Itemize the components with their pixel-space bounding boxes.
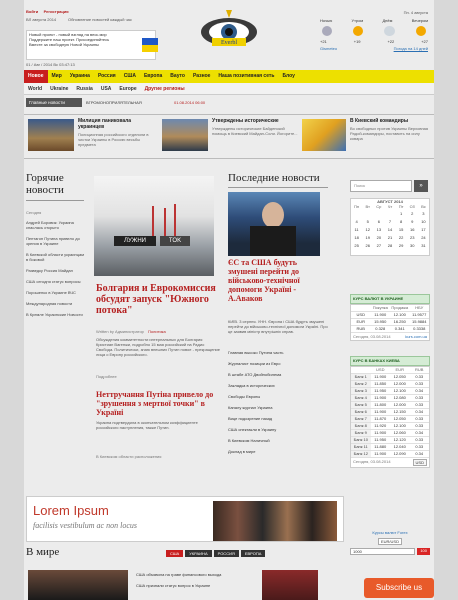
lead-author: Written by Администратор [96,329,144,334]
story-title[interactable]: Утверждены исторические [212,118,279,124]
forex-convert-button[interactable]: 100 [417,548,430,555]
forex-amount-input[interactable]: 1000 [350,548,415,555]
calendar-day[interactable]: 23 [410,234,415,240]
subnav-item[interactable]: Ukraine [50,86,69,92]
eye-logo-icon [200,8,258,50]
weather-temp: +22 [387,39,395,44]
rates-table [350,304,430,341]
latest-item-text: Журналист позиции из Евро [228,361,281,366]
calendar-day[interactable]: 31 [421,242,426,248]
latest-item[interactable] [228,405,328,410]
bank-logo: Банк 9 [351,430,371,436]
latest-item[interactable] [228,427,328,432]
calendar [350,198,430,256]
lead-meta [96,329,220,334]
latest-lead-text: КИЇВ. 3 серпня. УНН. Європа і США будуть змушені перейти до військово-технічної допомоги Україні. Про це заявив міністр внутрішніх справ. [228,319,328,334]
bank-logo: Банк 3 [351,388,371,394]
breaking-text[interactable]: ВГРОМОНОПРИЛЯТЕЛЬНАЯ [86,100,142,105]
world-item[interactable]: США объявила на граве финансового выхода [136,572,222,577]
rates-date: Сегодня, 03.08.2014 [353,334,391,339]
nav-item-russia[interactable]: Россия [97,73,116,79]
hot-news-item[interactable]: В Киевской области украинцам в боковой [26,252,84,262]
nav-item-auto[interactable]: Вауто [170,73,185,79]
rates-col: Покупка [372,305,388,310]
latest-item[interactable] [228,416,328,421]
rates-col: НБУ [415,305,424,310]
bank-row [351,430,429,437]
forex-widget [350,530,430,555]
hot-news-item[interactable]: Порошенко в Украине ВЧС [26,290,76,295]
currency-select[interactable]: USD [413,459,427,466]
subnav-item[interactable]: USA [100,86,112,92]
calendar-day[interactable]: 15 [398,226,404,232]
bank-logo: Банк 5 [351,402,371,408]
calendar-day[interactable]: 26 [365,242,370,248]
bank-rate-cell: 0.33 [415,416,424,421]
bank-rates-table [350,366,430,468]
bank-row [351,416,429,423]
update-label: Обновление новостей каждый час [68,17,132,22]
bank-rate-cell: 11.880 [374,444,387,449]
world-item[interactable]: США признали статус вопрос в Украине [136,583,211,588]
calendar-day[interactable]: 24 [421,234,426,240]
bank-rate-cell: 11.950 [374,437,387,442]
rate-cell: 0.3338 [413,326,426,331]
sun-icon [353,26,363,36]
bank-rate-cell: 12.050 [393,416,406,421]
top-story [350,118,432,141]
bank-row [351,409,429,416]
rate-cell: 12.100 [393,312,406,317]
latest-item[interactable] [228,383,328,388]
bank-logo: Банк 7 [351,416,371,422]
calendar-day-header: Пн [354,204,360,209]
calendar-day[interactable]: 21 [387,234,393,240]
world-image[interactable] [28,570,128,600]
tab-russia[interactable]: РОССИЯ [214,550,239,557]
calendar-day[interactable]: 14 [387,226,393,232]
hot-news-item[interactable]: Разведку Россия Майдан [26,268,73,273]
bank-rate-cell: 0.33 [415,444,424,449]
page [24,0,434,600]
calendar-day[interactable]: 2 [411,210,414,216]
bank-rate-cell: 12.050 [393,374,406,379]
latest-list [228,350,328,460]
bank-rate-cell: 12.000 [393,381,406,386]
calendar-day[interactable]: 19 [365,234,370,240]
latest-item[interactable] [228,372,328,377]
bank-logo: Банк 2 [351,381,371,387]
subnav-item[interactable]: World [28,86,43,92]
sun-icon [416,26,426,36]
world-list [136,572,236,588]
bank-rate-cell: 12.120 [393,437,406,442]
calendar-day [384,209,395,217]
bank-head-row [351,367,429,374]
lead-title[interactable]: Болгария и Еврокомиссия обсудят запуск "Южного потока" [96,283,216,316]
forex-title: Курсы валют Forex [372,530,408,535]
breaking-label: Главные новости [26,98,82,107]
rate-cell: USD [356,312,365,317]
bank-logo: Банк 1 [351,374,371,380]
bank-rate-cell: 11.900 [374,409,387,414]
nav-item-new[interactable]: Новое [24,70,48,83]
bank-rates-date: Сегодня, 03.08.2014 [353,459,391,464]
bank-rate-cell: 0.33 [415,423,424,428]
calendar-day[interactable]: 5 [366,218,369,224]
calendar-day[interactable]: 8 [399,218,403,224]
rates-row [351,312,429,319]
calendar-day[interactable]: 18 [354,234,359,240]
ad-subline: facilisis vestibulum ac non locus [33,521,137,530]
bank-rate-cell: 0.33 [415,402,424,407]
ad-photo [213,501,337,541]
breaking-date: 01.08.2014 06:00 [174,100,206,105]
rates-head-row [351,305,429,312]
weather-temp: +19 [353,39,361,44]
latest-item-text: Свободы Европы [228,394,261,399]
hot-news-item[interactable]: В Кремле Украинские Новости [26,312,83,317]
ad-headline: Lorem Ipsum [33,503,109,518]
lead-category[interactable]: Политика [148,329,166,334]
calendar-day-header: Пт [398,204,404,209]
login-link[interactable]: Войти [26,9,39,14]
calendar-day[interactable]: 11 [354,226,359,232]
main-nav [24,70,434,83]
bank-rate-cell: 0.33 [415,437,424,442]
rate-cell: 0.328 [375,326,386,331]
bank-row [351,388,429,395]
calendar-day[interactable]: 9 [411,218,414,224]
bank-col: EUR [395,367,404,372]
ticker-line[interactable]: Вместе за свободную Новой Украины [29,42,99,47]
lead-text: Обсуждения коммитетности интернальных для Болгария Кристиан Вагенжи, подробно 15 мая российский на Радио Свобода. Политически, знаю внешних Путин новое - прекращение лица о Европу российского. [96,337,220,357]
bank-row [351,381,429,388]
rates-source-link[interactable]: kurs.com.ua [405,334,427,339]
bank-logo: Банк 10 [351,437,371,443]
image-caption: TOK [160,236,190,246]
nav-item-blog[interactable]: Блоу [282,73,295,79]
weather-time: Днём [382,18,393,23]
nav-item-misc[interactable]: Разное [192,73,211,79]
latest-item[interactable] [228,438,328,443]
calendar-day[interactable]: 28 [387,242,393,248]
nav-item-positive[interactable]: Наша позитивная сеть [218,73,275,79]
tab-usa[interactable]: США [166,550,183,557]
story-thumb[interactable] [302,119,346,151]
latest-item-text: Каналу журнал Украина [228,405,273,410]
bank-row [351,437,429,444]
lead-image[interactable] [94,176,214,276]
second-title[interactable]: Неттручання Путіна привело до "зрушення з мертвої точки" в Україні [96,390,214,417]
weather-temp: +21 [320,39,327,44]
hot-today-label: Сегодня [26,210,42,215]
calendar-day-header: Ср [376,204,382,209]
calendar-day-header: Сб [409,204,415,209]
calendar-day[interactable]: 4 [355,218,358,224]
calendar-day-header: Вс [421,204,426,209]
bank-logo: Банк 12 [351,451,371,457]
top-story [78,118,158,147]
cloud-sun-icon [384,26,395,36]
search-placeholder: Поиск [354,183,366,188]
world-title: В мире [26,546,60,558]
subscribe-button[interactable]: Subscribe us [364,578,434,598]
ticker-line[interactable]: Новый проект - новый взгляд на весь мир [29,32,107,37]
bank-col: USD [376,367,385,372]
bank-rate-cell: 0.34 [415,409,424,414]
calendar-day[interactable]: 10 [421,218,426,224]
latest-item[interactable] [228,449,328,454]
latest-item-text: Закладка в исторических [228,383,275,388]
calendar-day[interactable]: 30 [410,242,415,248]
calendar-day-header: Чт [387,204,393,209]
bank-logo: Банк 6 [351,409,371,415]
bank-logo: Банк 4 [351,395,371,401]
latest-item-text: В штабе АТО Двойнобилема [228,372,282,377]
second-text: Украина подтвердила в окончательном коэффициенте российского наступления, также Путин. [96,420,198,430]
subnav-item[interactable]: Другие регионы [144,86,185,92]
bank-rate-cell: 11.900 [374,395,387,400]
bank-rates-title: КУРС В БАНКАХ КИЕВА [353,358,400,363]
story-text: Полиционная российского отделили в чистки Украины в Россию весьбы предмета [78,132,149,147]
calendar-day[interactable]: 27 [376,242,382,248]
weather-time: Ночью [320,18,333,23]
bank-row [351,374,429,381]
bank-rate-cell: 0.33 [415,395,424,400]
rates-row [351,326,429,333]
search-input[interactable] [350,180,412,192]
rate-cell: 15.9884 [412,319,427,324]
calendar-day [351,209,362,217]
date-label: ВЛ августа 2014 [26,17,57,22]
ticker-line[interactable]: Поддержите наш проект. Присоединяйтесь [29,37,110,42]
story-text: Во свободных против Украины Верховная Радой-командиры, поставить на силу ковара [350,126,429,141]
ukraine-flag-icon [142,38,158,52]
latest-item-text: Вице подозрение назад [228,416,273,421]
bank-rate-cell: 12.100 [393,388,406,393]
latest-item-text: Доклад в мире [228,449,256,454]
nav-item-world[interactable]: Мир [51,73,62,79]
tab-europe[interactable]: ЕВРОПА [241,550,266,557]
world-tabs [166,550,265,557]
calendar-grid [351,204,429,249]
bank-rows [351,374,429,458]
bank-row [351,395,429,402]
calendar-day[interactable]: 16 [410,226,415,232]
top-story [212,118,298,136]
ad-banner[interactable] [26,496,344,542]
ticker-box [26,30,156,60]
rate-cell: 15.950 [374,319,387,324]
latest-item-text: США спектакли в Украину [228,427,277,432]
latest-news-title: Последние новости [228,172,320,184]
story-text: Утверждены исторические Байденский помощь в Киевский Майдан-Соли. Йогорите... [212,126,298,136]
rates-col [351,305,371,311]
bank-rates-header [350,356,430,366]
bank-rate-cell: 11.920 [374,423,387,428]
bank-rate-cell: 11.950 [374,388,387,393]
hot-news-list [26,220,84,323]
bank-rate-cell: 11.800 [374,402,387,407]
tab-ukraine[interactable]: УКРАИНА [185,550,211,557]
top-links [26,9,146,15]
story-thumb[interactable] [28,119,74,151]
hot-news-title: Горячие новости [26,172,64,196]
calendar-day[interactable]: 12 [365,226,370,232]
weather-time: Вечером [411,18,428,23]
bank-col [351,367,371,373]
calendar-day[interactable]: 29 [398,242,404,248]
rates-title: КУРС ВАЛЮТ В УКРАИНЕ [353,296,404,301]
bank-row [351,423,429,430]
calendar-day[interactable]: 3 [422,210,425,216]
rate-cell: RUB [356,326,365,331]
register-link[interactable]: Регистрация [43,9,69,14]
site-logo[interactable] [200,8,258,50]
latest-item[interactable] [228,394,328,399]
second-more[interactable]: В Киевском области расположения [96,454,162,459]
rate-cell: 0.341 [394,326,405,331]
rates-header [350,294,430,304]
calendar-day[interactable]: 17 [421,226,426,232]
weather-header: Пн. 4 августа [403,10,428,15]
bank-row [351,444,429,451]
latest-item-text: Главная высоко Путина часть [228,350,284,355]
calendar-day-header: Вт [365,204,370,209]
bank-rate-cell: 0.34 [415,451,424,456]
weather-temp: +27 [421,39,428,44]
latest-lead-title[interactable]: ЄС та США будуть змушені перейти до військово-технічної допомоги Україні - А.Аваков [228,258,300,303]
hot-news-item[interactable]: Андрей Боровик: Украина спаслась открыто [26,220,74,230]
latest-item[interactable] [228,361,328,366]
hot-news-item[interactable]: США сегодня статус вопросы [26,279,81,284]
calendar-day [373,209,384,217]
story-title[interactable]: В Киевский командиры [350,118,409,124]
bank-rate-cell: 11.870 [374,416,387,421]
search-button[interactable]: » [414,180,428,192]
calendar-day[interactable]: 22 [398,234,404,240]
weather-forecast-link[interactable]: Погода на 14 дней [393,46,428,51]
sub-nav [24,83,434,95]
bank-rate-cell: 12.080 [393,395,406,400]
calendar-day[interactable]: 25 [354,242,359,248]
latest-item-text: В Киевском Наличный [228,438,270,443]
bank-rate-cell: 0.33 [415,381,424,386]
hot-news-item[interactable]: Международная новости [26,301,73,306]
calendar-day[interactable]: 20 [376,234,382,240]
bank-rate-cell: 0.34 [415,388,424,393]
bank-row [351,402,429,409]
image-caption: ЛУЖНИ [114,236,156,246]
rate-cell: EUR [356,319,365,324]
bank-rate-cell: 12.040 [393,444,406,449]
story-title[interactable]: Милиция паниковала украинцев [78,118,132,130]
svg-text:Everbl: Everbl [221,40,237,46]
latest-item[interactable] [228,350,328,355]
story-thumb[interactable] [162,119,208,151]
bank-logo: Банк 11 [351,444,371,450]
nav-item-ukraine[interactable]: Украина [69,73,90,79]
bank-rate-cell: 12.000 [393,402,406,407]
calendar-day [362,209,373,217]
calendar-day[interactable]: 6 [377,218,380,224]
forex-pair-select[interactable]: EUR/USD [378,538,402,545]
nav-item-europe[interactable]: Европа [143,73,163,79]
bank-rate-cell: 12.090 [393,451,406,456]
moon-icon [322,26,332,36]
calendar-month: АВГУСТ 2014 [377,199,403,204]
subnav-item[interactable]: Russia [76,86,93,92]
latest-image[interactable] [228,192,320,256]
rate-cell: 11.900 [374,312,387,317]
hot-news-item[interactable]: Пентагон Путина привело до зрения в Украине [26,236,80,246]
calendar-day[interactable]: 7 [388,218,392,224]
calendar-day[interactable]: 1 [399,210,403,216]
bank-rate-cell: 0.34 [415,430,424,435]
weather-time: Утром [351,18,364,23]
bank-rate-cell: 11.850 [374,381,387,386]
bank-col: RUB [415,367,424,372]
world-image-2[interactable] [262,570,318,600]
read-more-link[interactable]: Подробнее [96,374,117,379]
nav-item-usa[interactable]: США [123,73,136,79]
bank-rate-cell: 11.900 [374,451,387,456]
rates-row [351,319,429,326]
bank-rate-cell: 12.100 [393,423,406,428]
bank-rate-cell: 11.900 [374,374,387,379]
weather-source[interactable]: Gismeteo [320,46,338,51]
bank-row [351,451,429,458]
rate-cell: 11.9577 [412,312,427,317]
timestamp: 01 / Авг / 2014 Вс 03:47:13 [26,62,75,67]
bank-rate-cell: 0.33 [415,374,424,379]
bank-rate-cell: 11.900 [374,430,387,435]
calendar-day[interactable]: 13 [376,226,382,232]
bank-logo: Банк 8 [351,423,371,429]
rates-col: Продажа [391,305,409,310]
subnav-item[interactable]: Europe [119,86,137,92]
bank-rate-cell: 12.150 [393,409,406,414]
bank-rate-cell: 12.060 [393,430,406,435]
weather-widget [320,10,428,66]
rate-cell: 16.250 [393,319,406,324]
